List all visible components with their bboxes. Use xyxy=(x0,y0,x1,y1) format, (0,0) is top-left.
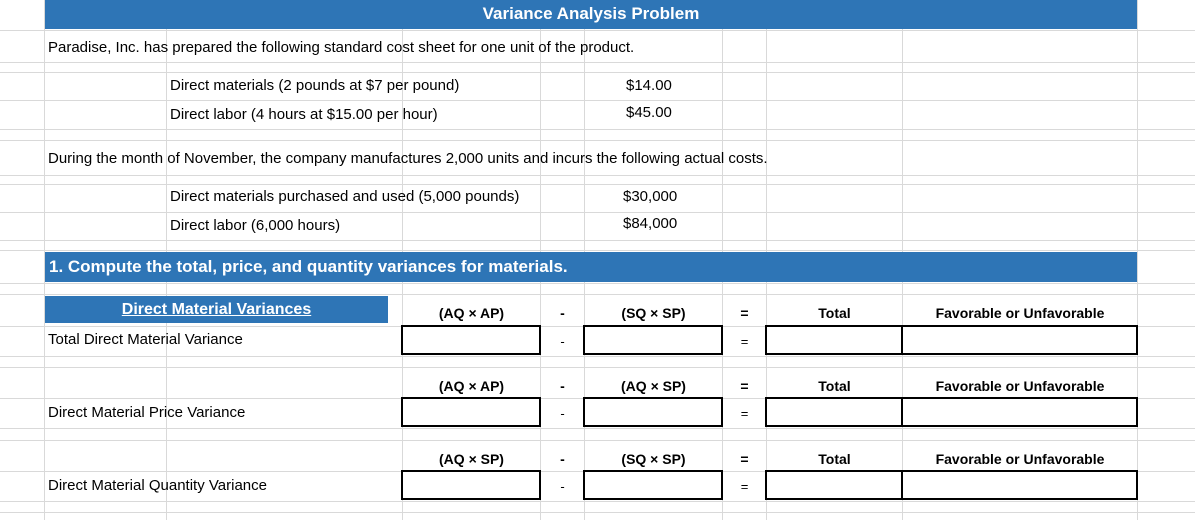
equals-sign: = xyxy=(740,305,749,321)
direct-material-variances-label: Direct Material Variances xyxy=(121,301,312,318)
total-input[interactable] xyxy=(765,397,903,427)
minus-sign: - xyxy=(560,305,565,321)
sq-sp-input[interactable] xyxy=(583,325,723,355)
equals-sign: = xyxy=(740,451,749,467)
actual-cost-label: Direct materials purchased and used (5,000 pounds) xyxy=(170,188,520,205)
page-title: Variance Analysis Problem xyxy=(482,4,700,23)
favorable-input[interactable] xyxy=(901,397,1138,427)
minus-sign: - xyxy=(560,406,565,421)
minus-sign: - xyxy=(560,334,565,349)
minus-sign: - xyxy=(560,479,565,494)
intro-text: Paradise, Inc. has prepared the following standard cost sheet for one unit of the product. xyxy=(48,39,635,56)
actual-cost-value: $84,000 xyxy=(623,215,678,232)
actual-cost-value: $30,000 xyxy=(623,188,678,205)
aq-ap-input[interactable] xyxy=(401,325,541,355)
equals-sign: = xyxy=(740,334,749,349)
aq-ap-input[interactable] xyxy=(401,397,541,427)
sq-sp-input[interactable] xyxy=(583,470,723,500)
row-label-quantity-variance: Direct Material Quantity Variance xyxy=(48,477,267,494)
header-aq-ap: (AQ × AP) xyxy=(438,378,505,394)
header-favorable: Favorable or Unfavorable xyxy=(935,451,1105,467)
actual-intro-text: During the month of November, the company manufactures 2,000 units and incurs the following actual costs. xyxy=(48,150,768,167)
row-label-price-variance: Direct Material Price Variance xyxy=(48,404,246,421)
row-label-total-variance: Total Direct Material Variance xyxy=(48,331,243,348)
favorable-input[interactable] xyxy=(901,470,1138,500)
std-cost-label: Direct labor (4 hours at $15.00 per hour) xyxy=(170,106,438,123)
actual-cost-label: Direct labor (6,000 hours) xyxy=(170,217,341,234)
minus-sign: - xyxy=(560,378,565,394)
aq-sp-input[interactable] xyxy=(401,470,541,500)
header-favorable: Favorable or Unfavorable xyxy=(935,378,1105,394)
equals-sign: = xyxy=(740,406,749,421)
header-total: Total xyxy=(818,451,851,467)
header-favorable: Favorable or Unfavorable xyxy=(935,305,1105,321)
equals-sign: = xyxy=(740,479,749,494)
direct-material-variances-header xyxy=(45,296,388,323)
favorable-input[interactable] xyxy=(901,325,1138,355)
std-cost-label: Direct materials (2 pounds at $7 per pound) xyxy=(170,77,460,94)
question-1-title: 1. Compute the total, price, and quantity variances for materials. xyxy=(49,257,568,276)
minus-sign: - xyxy=(560,451,565,467)
std-cost-value: $14.00 xyxy=(626,77,672,94)
header-sq-sp: (SQ × SP) xyxy=(621,451,686,467)
equals-sign: = xyxy=(740,378,749,394)
aq-sp-input[interactable] xyxy=(583,397,723,427)
header-total: Total xyxy=(818,305,851,321)
header-sq-sp: (SQ × SP) xyxy=(621,305,686,321)
total-input[interactable] xyxy=(765,470,903,500)
header-aq-ap: (AQ × AP) xyxy=(438,305,505,321)
std-cost-value: $45.00 xyxy=(626,104,672,121)
total-input[interactable] xyxy=(765,325,903,355)
header-aq-sp: (AQ × SP) xyxy=(621,378,686,394)
header-aq-sp: (AQ × SP) xyxy=(439,451,504,467)
header-total: Total xyxy=(818,378,851,394)
